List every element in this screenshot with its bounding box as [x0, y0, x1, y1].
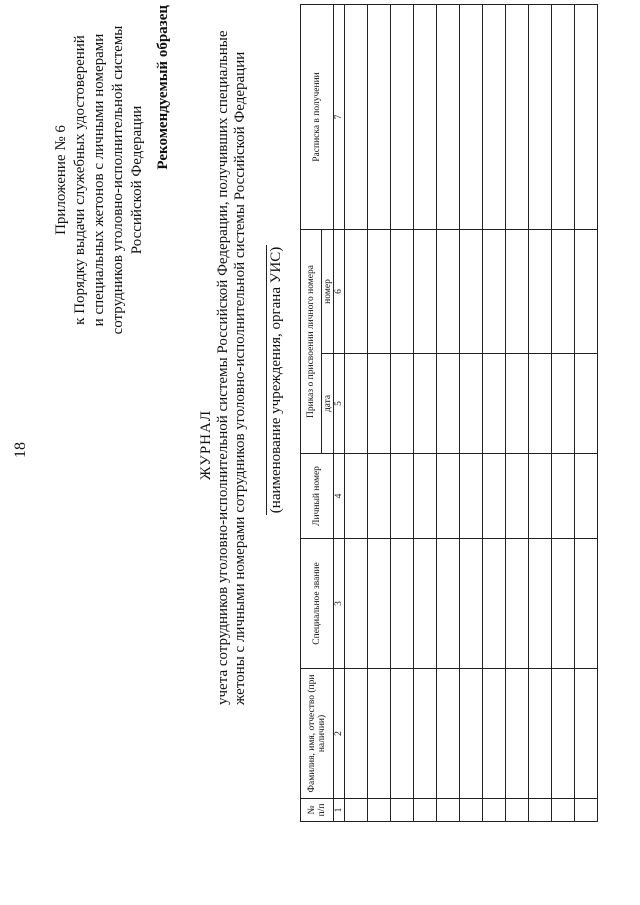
- table-cell: [552, 4, 575, 229]
- table-cell: [529, 539, 552, 669]
- table-cell: [414, 669, 437, 799]
- appendix-line: Приложение № 6: [53, 125, 69, 235]
- journal-subtitle-line: учета сотрудников уголовно-исполнительной системы Российской Федерации, получивших специальные: [215, 30, 231, 705]
- table-cell: [391, 354, 414, 454]
- table-cell: [437, 539, 460, 669]
- column-number: 4: [334, 454, 345, 539]
- page-number: 18: [12, 442, 29, 458]
- table-cell: [437, 229, 460, 353]
- header-order-group: Приказ о присвоении личного номера: [301, 229, 322, 453]
- table-cell: [529, 454, 552, 539]
- header-order-number: номер: [322, 229, 334, 353]
- table-cell: [483, 4, 506, 229]
- table-cell: [391, 4, 414, 229]
- table-cell: [437, 799, 460, 822]
- table-cell: [575, 229, 598, 353]
- header-personal-number: Личный номер: [301, 454, 334, 539]
- table-cell: [391, 799, 414, 822]
- table-row: [483, 4, 506, 821]
- column-number-row: [334, 4, 345, 821]
- table-cell: [345, 799, 368, 822]
- table-cell: [345, 454, 368, 539]
- org-name-caption: (наименование учреждения, органа УИС): [268, 246, 284, 514]
- table-cell: [529, 229, 552, 353]
- table-cell: [345, 4, 368, 229]
- table-cell: [414, 4, 437, 229]
- table-cell: [483, 229, 506, 353]
- header-rank: Специальное звание: [301, 539, 334, 669]
- table-cell: [506, 539, 529, 669]
- table-row: [368, 4, 391, 821]
- table-cell: [368, 669, 391, 799]
- table-cell: [506, 229, 529, 353]
- sample-mark: Рекомендуемый образец: [155, 5, 171, 170]
- table-row: [345, 4, 368, 821]
- table-row: [391, 4, 414, 821]
- table-cell: [345, 229, 368, 353]
- column-number: 7: [334, 4, 345, 229]
- table-cell: [575, 4, 598, 229]
- column-number: 1: [334, 799, 345, 822]
- table-cell: [506, 4, 529, 229]
- table-cell: [575, 799, 598, 822]
- table-cell: [529, 799, 552, 822]
- table-row: [414, 4, 437, 821]
- table-cell: [345, 354, 368, 454]
- table-cell: [552, 454, 575, 539]
- header-order-date: дата: [322, 354, 334, 454]
- table-row: [437, 4, 460, 821]
- table-cell: [529, 4, 552, 229]
- table-cell: [506, 354, 529, 454]
- table-row: [506, 4, 529, 821]
- table-cell: [483, 354, 506, 454]
- table-cell: [414, 799, 437, 822]
- table-cell: [414, 454, 437, 539]
- table-cell: [414, 354, 437, 454]
- table-cell: [552, 669, 575, 799]
- column-number: 3: [334, 539, 345, 669]
- appendix-line: Российской Федерации: [129, 105, 145, 255]
- table-cell: [391, 539, 414, 669]
- journal-heading: ЖУРНАЛ: [198, 409, 214, 481]
- table-cell: [529, 354, 552, 454]
- table-cell: [460, 354, 483, 454]
- journal-table: [300, 4, 598, 822]
- table-cell: [460, 799, 483, 822]
- table-cell: [506, 669, 529, 799]
- table-cell: [483, 539, 506, 669]
- header-receipt: Расписка в получении: [301, 4, 334, 229]
- org-name-underline: [266, 245, 267, 515]
- table-cell: [552, 799, 575, 822]
- appendix-line: к Порядку выдачи служебных удостоверений: [72, 35, 88, 325]
- table-row: [552, 4, 575, 821]
- header-num: № п/п: [301, 799, 334, 822]
- table-cell: [368, 229, 391, 353]
- table-cell: [391, 229, 414, 353]
- table-cell: [437, 354, 460, 454]
- table-cell: [575, 669, 598, 799]
- table-cell: [483, 799, 506, 822]
- appendix-line: и специальных жетонов с личными номерами: [91, 33, 107, 327]
- table-cell: [552, 229, 575, 353]
- table-cell: [460, 4, 483, 229]
- table-cell: [391, 454, 414, 539]
- table-cell: [414, 539, 437, 669]
- table-cell: [552, 539, 575, 669]
- table-cell: [506, 799, 529, 822]
- table-cell: [483, 454, 506, 539]
- column-number: 2: [334, 669, 345, 799]
- table-cell: [460, 669, 483, 799]
- table-cell: [368, 454, 391, 539]
- table-cell: [368, 799, 391, 822]
- table-row: [529, 4, 552, 821]
- table-row: [575, 4, 598, 821]
- table-cell: [460, 454, 483, 539]
- appendix-line: сотрудников уголовно-исполнительной системы: [110, 25, 126, 335]
- table-cell: [391, 669, 414, 799]
- table-cell: [437, 4, 460, 229]
- table-cell: [529, 669, 552, 799]
- table-cell: [414, 229, 437, 353]
- appendix-block: [52, 0, 147, 360]
- table-cell: [368, 539, 391, 669]
- table-cell: [483, 669, 506, 799]
- journal-title: [198, 30, 249, 705]
- table-cell: [368, 4, 391, 229]
- table-cell: [460, 539, 483, 669]
- header-name: Фамилия, имя, отчество (при наличии): [301, 669, 334, 799]
- column-number: 5: [334, 354, 345, 454]
- table-cell: [460, 229, 483, 353]
- table-cell: [437, 454, 460, 539]
- column-number: 6: [334, 229, 345, 353]
- journal-subtitle-line: жетоны с личными номерами сотрудников уголовно-исполнительной системы Российской Федерации: [232, 51, 248, 705]
- table-cell: [345, 669, 368, 799]
- table-cell: [506, 454, 529, 539]
- table-cell: [368, 354, 391, 454]
- table-row: [460, 4, 483, 821]
- table-cell: [437, 669, 460, 799]
- table-cell: [575, 354, 598, 454]
- table-cell: [552, 354, 575, 454]
- table-cell: [575, 539, 598, 669]
- table-cell: [575, 454, 598, 539]
- table-cell: [345, 539, 368, 669]
